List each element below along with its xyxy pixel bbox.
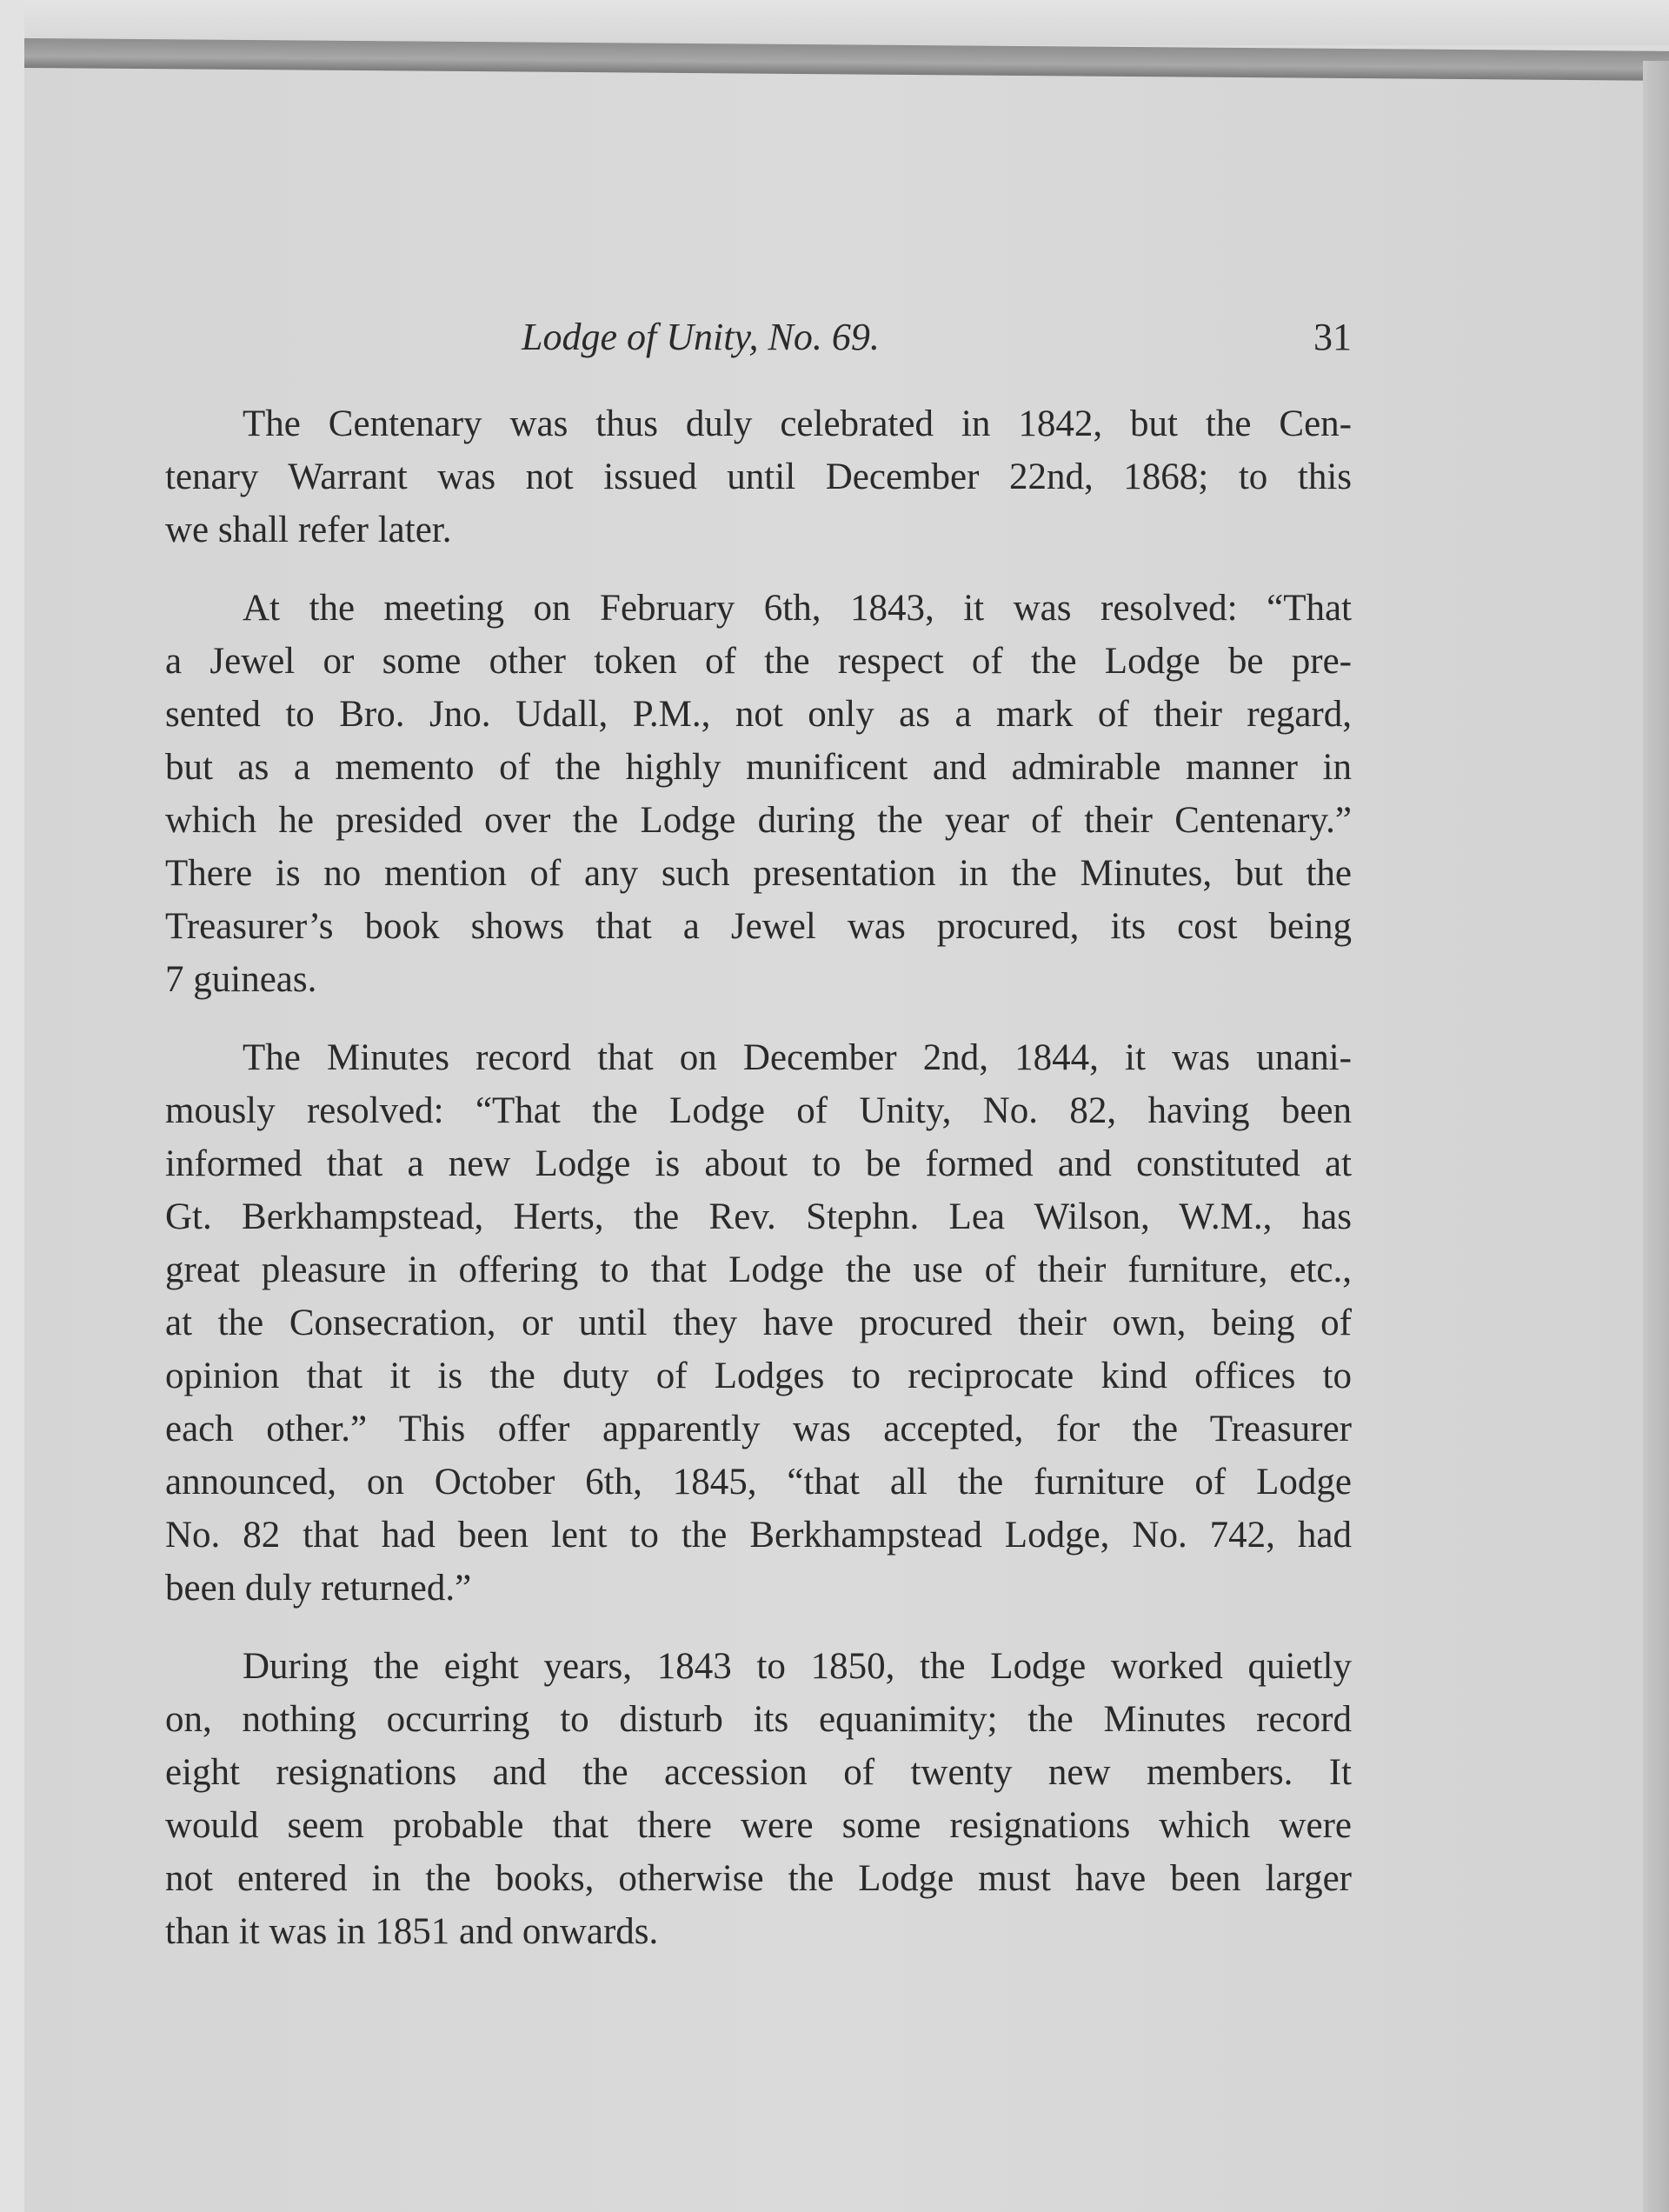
text-line: than it was in 1851 and onwards.	[165, 1911, 659, 1952]
text-line: tenary Warrant was not issued until December 22nd, 1868; to this	[165, 456, 1352, 497]
page-body	[165, 397, 1352, 1983]
text-line: During the eight years, 1843 to 1850, the Lodge worked quietly	[243, 1646, 1352, 1687]
text-line: sented to Bro. Jno. Udall, P.M., not only as a mark of their regard,	[165, 694, 1352, 735]
text-line: eight resignations and the accession of twenty new members. It	[165, 1752, 1352, 1793]
text-line: The Minutes record that on December 2nd, 1844, it was unani-	[243, 1037, 1352, 1078]
paragraph	[165, 1640, 1352, 1958]
page-right-edge	[1643, 61, 1669, 2212]
text-line: opinion that it is the duty of Lodges to reciprocate kind offices to	[165, 1356, 1352, 1396]
scan-top-margin	[0, 0, 1669, 45]
text-line: There is no mention of any such presentation in the Minutes, but the	[165, 853, 1352, 894]
text-line: 7 guineas.	[165, 959, 317, 1000]
scan-left-margin	[0, 0, 24, 2212]
text-line: No. 82 that had been lent to the Berkhampstead Lodge, No. 742, had	[165, 1515, 1352, 1556]
text-line: at the Consecration, or until they have procured their own, being of	[165, 1303, 1352, 1343]
text-line: The Centenary was thus duly celebrated in 1842, but the Cen-	[243, 403, 1352, 444]
paragraph	[165, 397, 1352, 556]
text-line: we shall refer later.	[165, 510, 452, 550]
text-line: informed that a new Lodge is about to be formed and constituted at	[165, 1143, 1352, 1184]
text-line: Treasurer’s book shows that a Jewel was procured, its cost being	[165, 906, 1352, 947]
text-line: not entered in the books, otherwise the Lodge must have been larger	[165, 1858, 1352, 1899]
text-line: been duly returned.”	[165, 1568, 472, 1609]
text-line: mously resolved: “That the Lodge of Unity, No. 82, having been	[165, 1090, 1352, 1131]
text-line: would seem probable that there were some resignations which were	[165, 1805, 1352, 1846]
text-line: great pleasure in offering to that Lodge the use of their furniture, etc.,	[165, 1249, 1352, 1290]
paragraph	[165, 582, 1352, 1006]
text-line: Gt. Berkhampstead, Herts, the Rev. Stephn. Lea Wilson, W.M., has	[165, 1196, 1352, 1237]
text-line: which he presided over the Lodge during the year of their Centenary.”	[165, 800, 1352, 841]
page-number: 31	[1313, 316, 1352, 358]
running-title: Lodge of Unity, No. 69.	[522, 316, 880, 358]
page-header	[165, 315, 1352, 367]
paragraph	[165, 1031, 1352, 1615]
text-line: a Jewel or some other token of the respect of the Lodge be pre-	[165, 641, 1352, 682]
text-line: announced, on October 6th, 1845, “that all the furniture of Lodge	[165, 1462, 1352, 1502]
text-line: on, nothing occurring to disturb its equanimity; the Minutes record	[165, 1699, 1352, 1740]
text-line: At the meeting on February 6th, 1843, it was resolved: “That	[243, 588, 1352, 629]
text-line: each other.” This offer apparently was accepted, for the Treasurer	[165, 1409, 1352, 1449]
text-line: but as a memento of the highly munificent and admirable manner in	[165, 747, 1352, 788]
